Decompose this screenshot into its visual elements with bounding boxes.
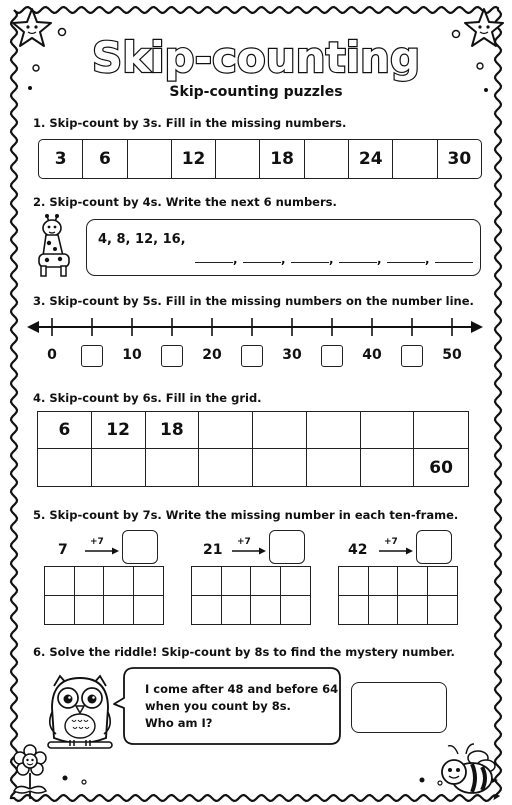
answer-blank[interactable] (291, 262, 329, 263)
comma-separator: , (233, 252, 238, 266)
ten-frame (338, 566, 458, 625)
grid-cell: 6 (38, 412, 92, 449)
grid-blank-cell[interactable] (38, 449, 92, 486)
ten-frame (44, 566, 164, 625)
grid-blank-cell[interactable] (307, 449, 361, 486)
owl-icon (44, 668, 116, 754)
ten-frame (191, 566, 311, 625)
question-1-instruction: 1. Skip-count by 3s. Fill in the missing numbers. (33, 116, 347, 130)
number-line-answer-box[interactable] (161, 345, 183, 367)
number-line-answer-box[interactable] (321, 345, 343, 367)
number-line-label: 50 (442, 347, 462, 363)
riddle-answer-box[interactable] (351, 682, 447, 733)
missing-number-box[interactable] (416, 530, 452, 564)
sequence-cell: 30 (437, 140, 481, 178)
ten-frame-cell (75, 596, 105, 625)
grid-blank-cell[interactable] (361, 412, 415, 449)
number-line-label: 30 (282, 347, 302, 363)
ten-frame-cell (104, 596, 134, 625)
question-3-instruction: 3. Skip-count by 5s. Fill in the missing numbers on the number line. (33, 294, 474, 308)
sequence-blank-cell[interactable] (215, 140, 259, 178)
ten-frame-cell (398, 596, 428, 625)
answer-blank[interactable] (339, 262, 377, 263)
title-text: Skip-counting (91, 33, 421, 82)
number-line-label: 0 (47, 347, 57, 363)
answer-blank[interactable] (387, 262, 425, 263)
sequence-cell: 18 (259, 140, 303, 178)
start-number: 42 (348, 542, 368, 558)
ten-frame-cell (104, 567, 134, 596)
riddle-line: when you count by 8s. (145, 699, 291, 713)
ten-frame-cell (369, 567, 399, 596)
answer-box (86, 219, 481, 276)
number-line-label: 10 (122, 347, 142, 363)
grid-blank-cell[interactable] (92, 449, 146, 486)
ten-frame-cell (45, 596, 75, 625)
ten-frame-cell (192, 596, 222, 625)
counting-grid (37, 411, 469, 487)
ten-frame-cell (222, 596, 252, 625)
giraffe-icon (33, 212, 75, 278)
number-line-answer-box[interactable] (401, 345, 423, 367)
comma-separator: , (425, 252, 430, 266)
ten-frame-cell (222, 567, 252, 596)
number-line-answer-box[interactable] (241, 345, 263, 367)
grid-blank-cell[interactable] (307, 412, 361, 449)
ten-frame-cell (398, 567, 428, 596)
grid-cell: 18 (146, 412, 200, 449)
arrow-right-icon (84, 546, 120, 556)
flower-icon (8, 743, 52, 801)
given-sequence: 4, 8, 12, 16, (98, 232, 186, 247)
question-5-instruction: 5. Skip-count by 7s. Write the missing number in each ten-frame. (33, 508, 459, 522)
missing-number-box[interactable] (269, 530, 305, 564)
ten-frame-cell (192, 567, 222, 596)
ten-frame-cell (339, 567, 369, 596)
comma-separator: , (329, 252, 334, 266)
sequence-cell: 24 (348, 140, 392, 178)
grid-blank-cell[interactable] (146, 449, 200, 486)
answer-blank[interactable] (243, 262, 281, 263)
grid-cell: 60 (429, 457, 453, 478)
riddle-text (145, 681, 338, 732)
riddle-line: I come after 48 and before 64 (145, 682, 339, 696)
missing-number-box[interactable] (122, 530, 158, 564)
question-2-instruction: 2. Skip-count by 4s. Write the next 6 numbers. (33, 195, 337, 209)
ten-frame-cell (281, 567, 311, 596)
ten-frame-cell (45, 567, 75, 596)
riddle-line: Who am I? (145, 716, 213, 730)
arrow-right-icon (378, 546, 414, 556)
plus-seven-label: +7 (384, 537, 398, 547)
number-line-label: 40 (362, 347, 382, 363)
ten-frame-cell (134, 596, 164, 625)
grid-blank-cell[interactable] (253, 412, 307, 449)
ten-frame-cell (251, 567, 281, 596)
question-6-instruction: 6. Solve the riddle! Skip-count by 8s to find the mystery number. (33, 645, 455, 659)
comma-separator: , (377, 252, 382, 266)
grid-cell: 12 (92, 412, 146, 449)
bee-icon (436, 740, 500, 798)
ten-frame-cell (428, 596, 458, 625)
start-number: 7 (58, 542, 68, 558)
sequence-blank-cell[interactable] (392, 140, 436, 178)
sequence-cell: 12 (171, 140, 215, 178)
sequence-cell: 6 (82, 140, 126, 178)
grid-blank-cell[interactable] (199, 449, 253, 486)
ten-frame-cell (339, 596, 369, 625)
grid-blank-cell[interactable] (361, 449, 415, 486)
sequence-strip (38, 139, 482, 179)
plus-seven-label: +7 (237, 537, 251, 547)
page-subtitle: Skip-counting puzzles (169, 84, 343, 100)
number-line (0, 310, 512, 346)
ten-frame-cell (251, 596, 281, 625)
answer-blank[interactable] (435, 262, 473, 263)
grid-blank-cell[interactable] (253, 449, 307, 486)
arrow-right-icon (231, 546, 267, 556)
ten-frame-cell (369, 596, 399, 625)
comma-separator: , (281, 252, 286, 266)
sequence-blank-cell[interactable] (127, 140, 171, 178)
sequence-cell: 3 (54, 149, 67, 169)
ten-frame-cell (134, 567, 164, 596)
grid-blank-cell[interactable] (199, 412, 253, 449)
ten-frame-cell (281, 596, 311, 625)
page-title (0, 22, 512, 92)
answer-blank[interactable] (195, 262, 233, 263)
ten-frame-cell (428, 567, 458, 596)
start-number: 21 (203, 542, 223, 558)
question-4-instruction: 4. Skip-count by 6s. Fill in the grid. (33, 391, 262, 405)
plus-seven-label: +7 (90, 537, 104, 547)
number-line-answer-box[interactable] (81, 345, 103, 367)
grid-blank-cell[interactable] (414, 412, 468, 449)
number-line-label: 20 (202, 347, 222, 363)
sequence-blank-cell[interactable] (304, 140, 348, 178)
ten-frame-cell (75, 567, 105, 596)
